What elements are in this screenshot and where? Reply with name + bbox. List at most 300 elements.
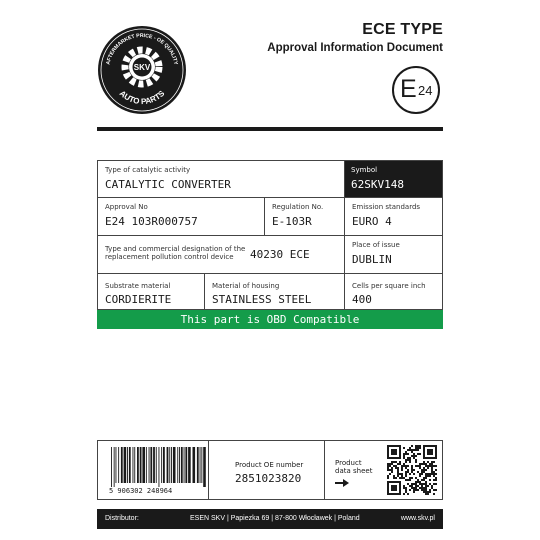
qr-module bbox=[407, 453, 409, 455]
cell-substrate bbox=[98, 274, 204, 310]
qr-module bbox=[419, 467, 421, 469]
qr-module bbox=[409, 477, 411, 479]
qr-module bbox=[425, 491, 427, 493]
qr-module bbox=[411, 445, 413, 447]
qr-module bbox=[415, 449, 417, 451]
approval-mark-letter: E bbox=[400, 75, 417, 103]
barcode-bar bbox=[201, 447, 202, 483]
qr-module bbox=[393, 487, 395, 489]
footer-distributor: Distributor: bbox=[105, 515, 139, 522]
qr-module bbox=[419, 473, 421, 475]
qr-module bbox=[427, 475, 429, 477]
qr-module bbox=[387, 487, 389, 489]
qr-module bbox=[399, 487, 401, 489]
qr-module bbox=[423, 487, 425, 489]
qr-module bbox=[425, 487, 427, 489]
qr-module bbox=[407, 457, 409, 459]
cell-housing bbox=[205, 274, 344, 310]
qr-module bbox=[423, 453, 425, 455]
barcode-bar bbox=[185, 447, 187, 483]
logo-bottom-text: AUTO PARTS bbox=[117, 88, 167, 107]
barcode-bar bbox=[150, 447, 152, 483]
qr-module bbox=[411, 483, 413, 485]
qr-module bbox=[431, 469, 433, 471]
qr-module bbox=[405, 453, 407, 455]
qr-module bbox=[395, 461, 397, 463]
qr-module bbox=[415, 455, 417, 457]
info-table bbox=[97, 160, 443, 310]
place-label: Place of issue bbox=[352, 241, 400, 249]
qr-module bbox=[415, 477, 417, 479]
housing-label: Material of housing bbox=[212, 282, 280, 290]
qr-module bbox=[395, 481, 397, 483]
qr-module bbox=[435, 447, 437, 449]
qr-module bbox=[431, 445, 433, 447]
qr-module bbox=[433, 461, 435, 463]
qr-module bbox=[387, 493, 389, 495]
barcode-bar bbox=[116, 447, 117, 483]
qr-module bbox=[423, 461, 425, 463]
qr-module bbox=[421, 473, 423, 475]
barcode-bar bbox=[127, 447, 128, 483]
qr-module bbox=[411, 449, 413, 451]
qr-module bbox=[427, 449, 429, 451]
qr-module bbox=[433, 473, 435, 475]
qr-module bbox=[435, 465, 437, 467]
qr-module bbox=[415, 447, 417, 449]
barcode-bar bbox=[161, 447, 162, 483]
barcode-bar bbox=[193, 447, 196, 483]
qr-module bbox=[391, 467, 393, 469]
qr-module bbox=[423, 451, 425, 453]
approval-mark-number: 24 bbox=[418, 83, 433, 98]
qr-module bbox=[425, 483, 427, 485]
barcode-bar bbox=[184, 447, 185, 483]
emission-label: Emission standards bbox=[352, 203, 421, 211]
qr-module bbox=[423, 471, 425, 473]
qr-module bbox=[431, 453, 433, 455]
qr-module bbox=[409, 479, 411, 481]
qr-module bbox=[401, 465, 403, 467]
qr-module bbox=[433, 445, 435, 447]
qr-module bbox=[413, 491, 415, 493]
qr-module bbox=[387, 463, 389, 465]
qr-module bbox=[397, 475, 399, 477]
qr-module bbox=[391, 445, 393, 447]
qr-module bbox=[391, 485, 393, 487]
qr-module bbox=[405, 451, 407, 453]
qr-module bbox=[395, 465, 397, 467]
qr-module bbox=[423, 445, 425, 447]
qr-module bbox=[391, 461, 393, 463]
qr-module bbox=[409, 489, 411, 491]
barcode-bar bbox=[137, 447, 139, 483]
qr-module bbox=[433, 475, 435, 477]
qr-module bbox=[399, 493, 401, 495]
qr-module bbox=[411, 477, 413, 479]
qr-module bbox=[421, 463, 423, 465]
grid-line bbox=[98, 273, 442, 274]
qr-module bbox=[425, 477, 427, 479]
qr-module bbox=[429, 479, 431, 481]
qr-module bbox=[413, 483, 415, 485]
qr-module bbox=[405, 487, 407, 489]
qr-module bbox=[409, 457, 411, 459]
qr-module bbox=[403, 457, 405, 459]
qr-module bbox=[425, 485, 427, 487]
qr-module bbox=[393, 465, 395, 467]
qr-module bbox=[423, 447, 425, 449]
qr-module bbox=[387, 445, 389, 447]
qr-module bbox=[435, 449, 437, 451]
emission-value: EURO 4 bbox=[352, 215, 392, 228]
qr-module bbox=[399, 445, 401, 447]
qr-module bbox=[425, 463, 427, 465]
qr-module bbox=[395, 477, 397, 479]
barcode-bar bbox=[197, 447, 199, 483]
obd-compatible-banner: This part is OBD Compatible bbox=[97, 310, 443, 329]
approval-mark bbox=[392, 66, 440, 114]
qr-module bbox=[387, 451, 389, 453]
activity-label: Type of catalytic activity bbox=[105, 166, 191, 174]
qr-module bbox=[409, 447, 411, 449]
qr-module bbox=[391, 487, 393, 489]
barcode-bar bbox=[129, 447, 131, 483]
barcode-bar bbox=[163, 447, 165, 483]
qr-module bbox=[397, 457, 399, 459]
qr-module bbox=[403, 485, 405, 487]
qr-module bbox=[403, 463, 405, 465]
qr-module bbox=[431, 473, 433, 475]
barcode-bar bbox=[114, 447, 115, 487]
qr-module bbox=[435, 479, 437, 481]
qr-module bbox=[405, 459, 407, 461]
qr-module bbox=[433, 457, 435, 459]
qr-module bbox=[397, 467, 399, 469]
qr-module bbox=[427, 493, 429, 495]
qr-module bbox=[393, 457, 395, 459]
qr-module bbox=[419, 465, 421, 467]
qr-module bbox=[421, 487, 423, 489]
qr-module bbox=[435, 451, 437, 453]
qr-module bbox=[391, 457, 393, 459]
qr-module bbox=[423, 477, 425, 479]
qr-module bbox=[403, 465, 405, 467]
qr-module bbox=[425, 475, 427, 477]
qr-module bbox=[399, 491, 401, 493]
barcode-bar bbox=[200, 447, 201, 483]
qr-module bbox=[411, 471, 413, 473]
qr-module bbox=[409, 485, 411, 487]
qr-module bbox=[399, 457, 401, 459]
qr-module bbox=[407, 465, 409, 467]
qr-module bbox=[399, 481, 401, 483]
symbol-value: 62SKV148 bbox=[351, 178, 404, 191]
qr-module bbox=[417, 489, 419, 491]
qr-module bbox=[395, 445, 397, 447]
housing-value: STAINLESS STEEL bbox=[212, 293, 312, 306]
qr-module bbox=[435, 489, 437, 491]
qr-module bbox=[409, 473, 411, 475]
substrate-value: CORDIERITE bbox=[105, 293, 172, 306]
barcode-bar bbox=[134, 447, 135, 483]
qr-module bbox=[413, 473, 415, 475]
qr-module bbox=[417, 447, 419, 449]
qr-module bbox=[413, 469, 415, 471]
qr-module bbox=[427, 491, 429, 493]
qr-module bbox=[425, 445, 427, 447]
barcode-bar bbox=[140, 447, 142, 483]
barcode-bar bbox=[149, 447, 150, 483]
qr-module bbox=[421, 469, 423, 471]
qr-module bbox=[397, 471, 399, 473]
qr-module bbox=[435, 455, 437, 457]
symbol-label: Symbol bbox=[351, 166, 378, 174]
qr-module bbox=[419, 453, 421, 455]
qr-module bbox=[417, 479, 419, 481]
qr-module bbox=[429, 483, 431, 485]
qr-module bbox=[419, 475, 421, 477]
qr-module bbox=[395, 451, 397, 453]
qr-module bbox=[421, 485, 423, 487]
barcode-number: 5 906302 248964 bbox=[109, 487, 173, 495]
qr-module bbox=[391, 471, 393, 473]
qr-module bbox=[421, 471, 423, 473]
qr-module bbox=[427, 453, 429, 455]
qr-module bbox=[393, 485, 395, 487]
datasheet-label-line2: data sheet bbox=[335, 467, 373, 475]
qr-module bbox=[387, 469, 389, 471]
qr-module bbox=[429, 491, 431, 493]
qr-module bbox=[389, 465, 391, 467]
qr-module bbox=[413, 487, 415, 489]
qr-module bbox=[433, 465, 435, 467]
strip-divider bbox=[208, 441, 209, 499]
qr-module bbox=[387, 475, 389, 477]
qr-module bbox=[395, 457, 397, 459]
qr-module bbox=[393, 489, 395, 491]
qr-module bbox=[389, 463, 391, 465]
qr-module bbox=[413, 489, 415, 491]
qr-module bbox=[387, 489, 389, 491]
qr-module bbox=[403, 453, 405, 455]
qr-module bbox=[415, 487, 417, 489]
arrow-right-icon bbox=[335, 479, 349, 487]
regulation-no-label: Regulation No. bbox=[272, 203, 324, 211]
qr-module bbox=[409, 461, 411, 463]
qr-module bbox=[387, 483, 389, 485]
barcode-bar bbox=[171, 447, 172, 483]
qr-module bbox=[405, 489, 407, 491]
oe-number-value: 2851023820 bbox=[235, 472, 302, 485]
qr-module bbox=[427, 451, 429, 453]
qr-module bbox=[421, 479, 423, 481]
qr-module bbox=[393, 451, 395, 453]
qr-module bbox=[429, 453, 431, 455]
qr-module bbox=[399, 453, 401, 455]
barcode-bar bbox=[177, 447, 178, 483]
qr-module bbox=[397, 469, 399, 471]
qr-module bbox=[427, 485, 429, 487]
qr-module bbox=[431, 449, 433, 451]
datasheet-label bbox=[335, 459, 375, 475]
qr-module bbox=[413, 457, 415, 459]
qr-module bbox=[395, 487, 397, 489]
qr-module bbox=[387, 447, 389, 449]
barcode-bar bbox=[121, 447, 123, 483]
qr-module bbox=[419, 483, 421, 485]
qr-module bbox=[425, 469, 427, 471]
qr-module bbox=[411, 469, 413, 471]
cell-emission bbox=[345, 198, 442, 235]
qr-module bbox=[429, 457, 431, 459]
qr-module bbox=[387, 465, 389, 467]
qr-module bbox=[419, 463, 421, 465]
qr-module bbox=[423, 463, 425, 465]
barcode-bar bbox=[142, 447, 145, 483]
qr-module bbox=[431, 467, 433, 469]
qr-module bbox=[417, 449, 419, 451]
strip-divider bbox=[324, 441, 325, 499]
qr-module bbox=[391, 453, 393, 455]
qr-module bbox=[405, 479, 407, 481]
qr-module bbox=[423, 483, 425, 485]
qr-module bbox=[405, 475, 407, 477]
qr-module bbox=[435, 473, 437, 475]
qr-module bbox=[429, 475, 431, 477]
qr-module bbox=[405, 491, 407, 493]
qr-module bbox=[405, 465, 407, 467]
qr-module bbox=[419, 487, 421, 489]
qr-module bbox=[401, 473, 403, 475]
header-rule bbox=[97, 127, 443, 131]
approval-no-label: Approval No bbox=[105, 203, 148, 211]
barcode-bar bbox=[153, 447, 155, 483]
qr-module bbox=[399, 449, 401, 451]
qr-module bbox=[387, 449, 389, 451]
qr-module bbox=[435, 483, 437, 485]
qr-module bbox=[391, 489, 393, 491]
qr-module bbox=[395, 449, 397, 451]
qr-module bbox=[387, 477, 389, 479]
cell-activity bbox=[98, 161, 344, 197]
qr-module bbox=[391, 449, 393, 451]
qr-module bbox=[397, 473, 399, 475]
barcode-bar bbox=[169, 447, 170, 483]
qr-module bbox=[389, 445, 391, 447]
qr-module bbox=[403, 455, 405, 457]
qr-module bbox=[435, 457, 437, 459]
qr-module bbox=[423, 469, 425, 471]
approval-no-value: E24 103R000757 bbox=[105, 215, 198, 228]
qr-module bbox=[429, 463, 431, 465]
footer-address: ESEN SKV | Papiezka 69 | 87-800 Włocławek | Poland bbox=[190, 515, 360, 522]
qr-module bbox=[399, 485, 401, 487]
barcode-bar bbox=[179, 447, 180, 483]
qr-module bbox=[391, 451, 393, 453]
barcode-bar bbox=[173, 447, 176, 483]
qr-module bbox=[395, 467, 397, 469]
barcode-bar bbox=[111, 447, 112, 487]
grid-line bbox=[98, 197, 442, 198]
qr-module bbox=[401, 469, 403, 471]
qr-module bbox=[403, 447, 405, 449]
grid-line bbox=[98, 235, 442, 236]
qr-module bbox=[425, 489, 427, 491]
qr-module bbox=[405, 467, 407, 469]
qr-module bbox=[395, 453, 397, 455]
qr-module bbox=[417, 453, 419, 455]
cell-approval-no bbox=[98, 198, 264, 235]
qr-module bbox=[387, 453, 389, 455]
qr-module bbox=[415, 459, 417, 461]
qr-module bbox=[433, 489, 435, 491]
qr-module bbox=[399, 461, 401, 463]
qr-module bbox=[387, 455, 389, 457]
qr-module bbox=[397, 445, 399, 447]
qr-module bbox=[417, 471, 419, 473]
grid-line bbox=[264, 198, 265, 235]
qr-module bbox=[417, 465, 419, 467]
qr-module bbox=[429, 449, 431, 451]
qr-module bbox=[421, 483, 423, 485]
qr-code[interactable] bbox=[387, 445, 437, 495]
qr-module bbox=[415, 485, 417, 487]
barcode-bar bbox=[156, 447, 157, 483]
qr-module bbox=[389, 469, 391, 471]
qr-module bbox=[395, 485, 397, 487]
qr-module bbox=[411, 465, 413, 467]
qr-module bbox=[429, 465, 431, 467]
qr-module bbox=[427, 473, 429, 475]
grid-line bbox=[204, 274, 205, 309]
barcode-bar bbox=[133, 447, 134, 483]
logo-top-text: AFTERMARKET PRICE - OE QUALITY bbox=[105, 32, 179, 66]
qr-module bbox=[431, 485, 433, 487]
barcode-bar bbox=[203, 447, 206, 487]
qr-module bbox=[423, 467, 425, 469]
qr-module bbox=[411, 485, 413, 487]
ean-barcode bbox=[109, 447, 209, 487]
qr-module bbox=[397, 493, 399, 495]
cells-value: 400 bbox=[352, 293, 372, 306]
product-codes-strip bbox=[97, 440, 443, 500]
barcode-bar bbox=[188, 447, 191, 483]
qr-module bbox=[417, 485, 419, 487]
qr-module bbox=[417, 481, 419, 483]
qr-module bbox=[409, 459, 411, 461]
qr-module bbox=[415, 465, 417, 467]
barcode-bar bbox=[181, 447, 183, 483]
datasheet-label-line1: Product bbox=[335, 459, 362, 467]
footer-website[interactable]: www.skv.pl bbox=[400, 515, 435, 522]
qr-module bbox=[391, 463, 393, 465]
qr-module bbox=[401, 475, 403, 477]
grid-line bbox=[344, 161, 345, 309]
cells-label: Cells per square inch bbox=[352, 282, 426, 290]
qr-module bbox=[389, 493, 391, 495]
qr-module bbox=[397, 481, 399, 483]
qr-module bbox=[411, 467, 413, 469]
qr-module bbox=[423, 457, 425, 459]
qr-module bbox=[433, 483, 435, 485]
qr-module bbox=[395, 489, 397, 491]
qr-module bbox=[417, 445, 419, 447]
designation-label-line2: replacement pollution control device bbox=[105, 253, 234, 261]
qr-module bbox=[411, 451, 413, 453]
qr-module bbox=[425, 457, 427, 459]
qr-module bbox=[419, 481, 421, 483]
